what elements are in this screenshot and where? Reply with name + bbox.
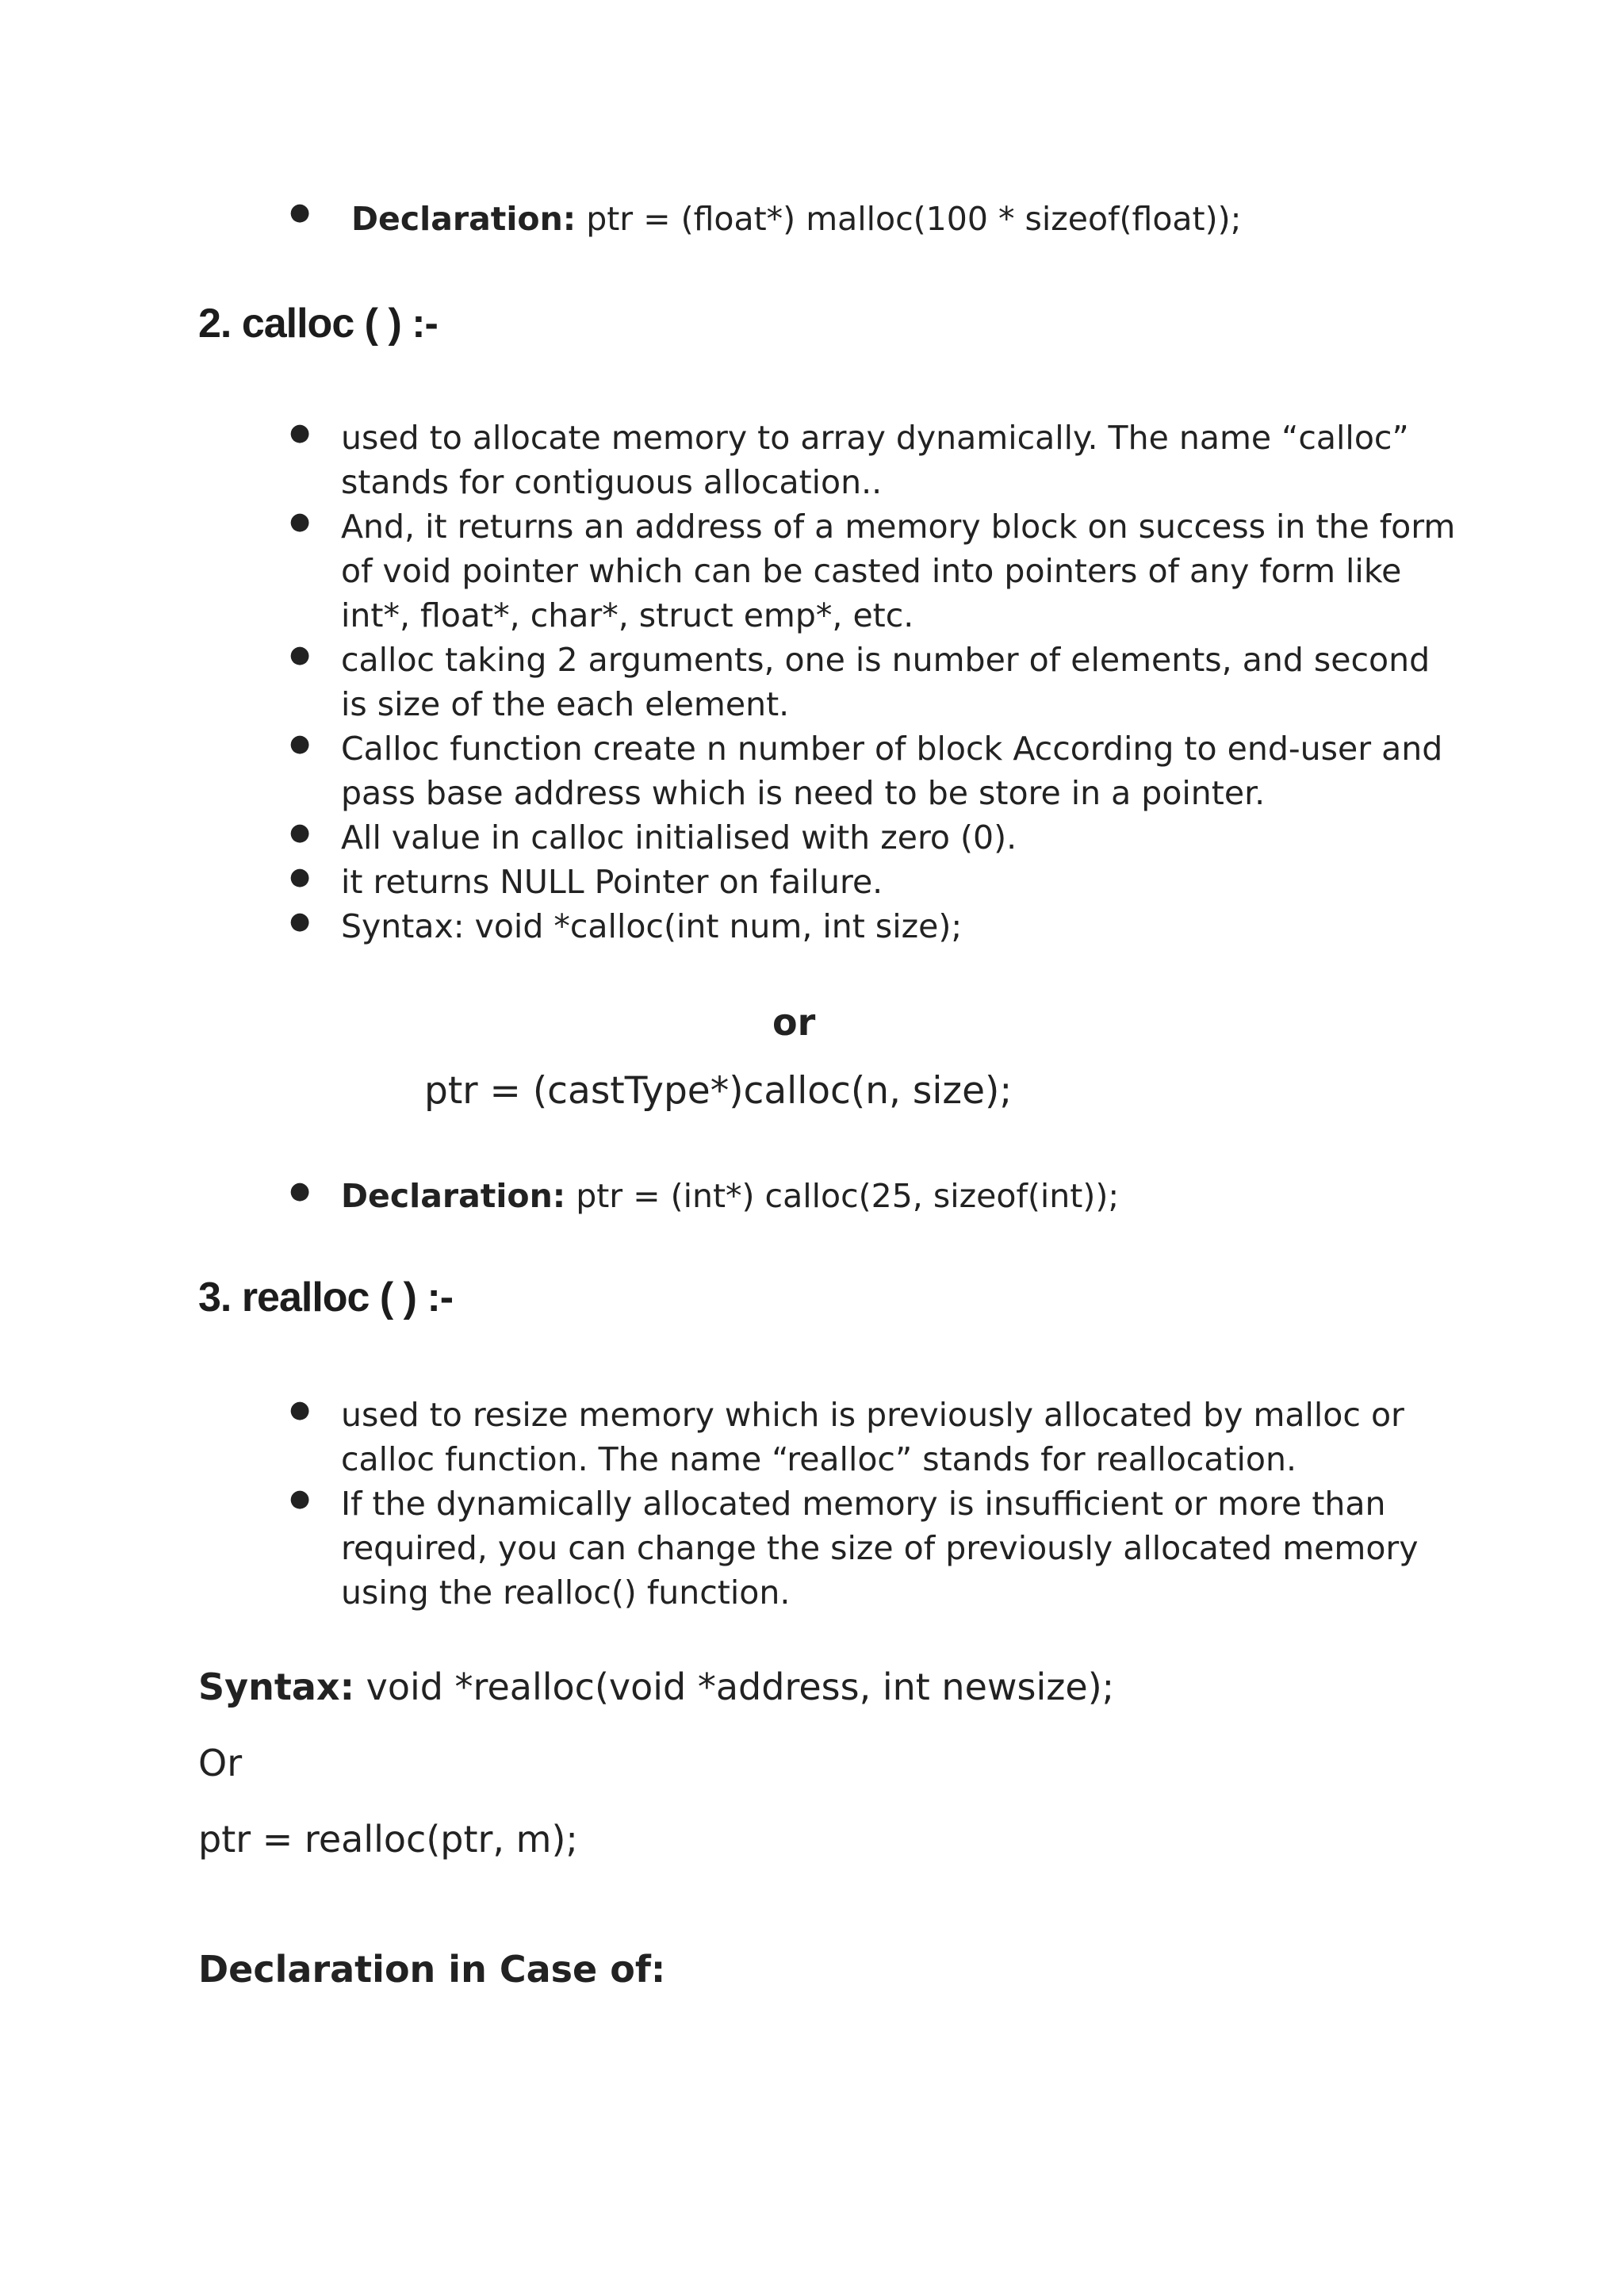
syntax-label: Syntax:	[198, 1665, 354, 1708]
declaration-code: ptr = (float*) malloc(100 * sizeof(float));	[586, 200, 1242, 238]
calloc-bullet-1-line-1: used to allocate memory to array dynamically. The name “calloc”	[341, 419, 1409, 457]
bullet-marker: ●	[289, 907, 311, 935]
bullet-marker: ●	[289, 818, 311, 846]
declaration-code: ptr = (int*) calloc(25, sizeof(int));	[576, 1177, 1120, 1215]
bullet-marker: ●	[289, 508, 311, 535]
calloc-bullet-4-line-1: Calloc function create n number of block According to end-user and	[341, 730, 1443, 768]
calloc-bullet-7: Syntax: void *calloc(int num, int size);	[341, 907, 963, 945]
declaration-label: Declaration:	[351, 200, 576, 238]
realloc-bullet-2-line-3: using the realloc() function.	[341, 1573, 791, 1612]
calloc-bullet-1-line-2: stands for contiguous allocation..	[341, 463, 883, 501]
calloc-bullet-3-line-1: calloc taking 2 arguments, one is number of elements, and second	[341, 641, 1431, 679]
calloc-bullet-5: All value in calloc initialised with zero (0).	[341, 818, 1017, 857]
bullet-marker: ●	[289, 641, 311, 669]
bullet-marker: ●	[289, 419, 311, 447]
bullet-marker: ●	[289, 863, 311, 891]
bullet-marker: ●	[289, 1177, 311, 1205]
realloc-heading: 3. realloc ( ) :-	[198, 1274, 454, 1320]
bullet-marker: ●	[289, 730, 311, 757]
realloc-alt-syntax: ptr = realloc(ptr, m);	[198, 1818, 578, 1861]
calloc-bullet-6: it returns NULL Pointer on failure.	[341, 863, 883, 901]
calloc-bullet-2-line-2: of void pointer which can be casted into pointers of any form like	[341, 552, 1402, 590]
calloc-bullet-3-line-2: is size of the each element.	[341, 685, 790, 723]
bullet-marker: ●	[289, 198, 311, 226]
top-declaration-text	[351, 197, 1461, 241]
calloc-declaration-text	[341, 1174, 1451, 1218]
realloc-or-text: Or	[198, 1742, 243, 1784]
realloc-bullet-2-line-1: If the dynamically allocated memory is insufficient or more than	[341, 1485, 1386, 1523]
declaration-label: Declaration:	[341, 1177, 566, 1215]
realloc-bullet-2-line-2: required, you can change the size of previously allocated memory	[341, 1529, 1419, 1567]
calloc-bullet-2-line-1: And, it returns an address of a memory block on success in the form	[341, 508, 1456, 546]
declaration-in-case-heading: Declaration in Case of:	[198, 1948, 666, 1991]
syntax-code: void *realloc(void *address, int newsize);	[366, 1665, 1115, 1708]
realloc-syntax	[198, 1665, 1114, 1708]
bullet-marker: ●	[289, 1485, 311, 1512]
calloc-heading: 2. calloc ( ) :-	[198, 301, 438, 347]
calloc-bullet-4-line-2: pass base address which is need to be store in a pointer.	[341, 774, 1266, 812]
calloc-or-text: or	[772, 1001, 816, 1044]
realloc-bullet-1-line-2: calloc function. The name “realloc” stands for reallocation.	[341, 1440, 1297, 1478]
calloc-bullet-2-line-3: int*, float*, char*, struct emp*, etc.	[341, 596, 914, 634]
calloc-alt-syntax: ptr = (castType*)calloc(n, size);	[424, 1069, 1013, 1113]
bullet-marker: ●	[289, 1396, 311, 1424]
realloc-bullet-1-line-1: used to resize memory which is previously allocated by malloc or	[341, 1396, 1404, 1434]
